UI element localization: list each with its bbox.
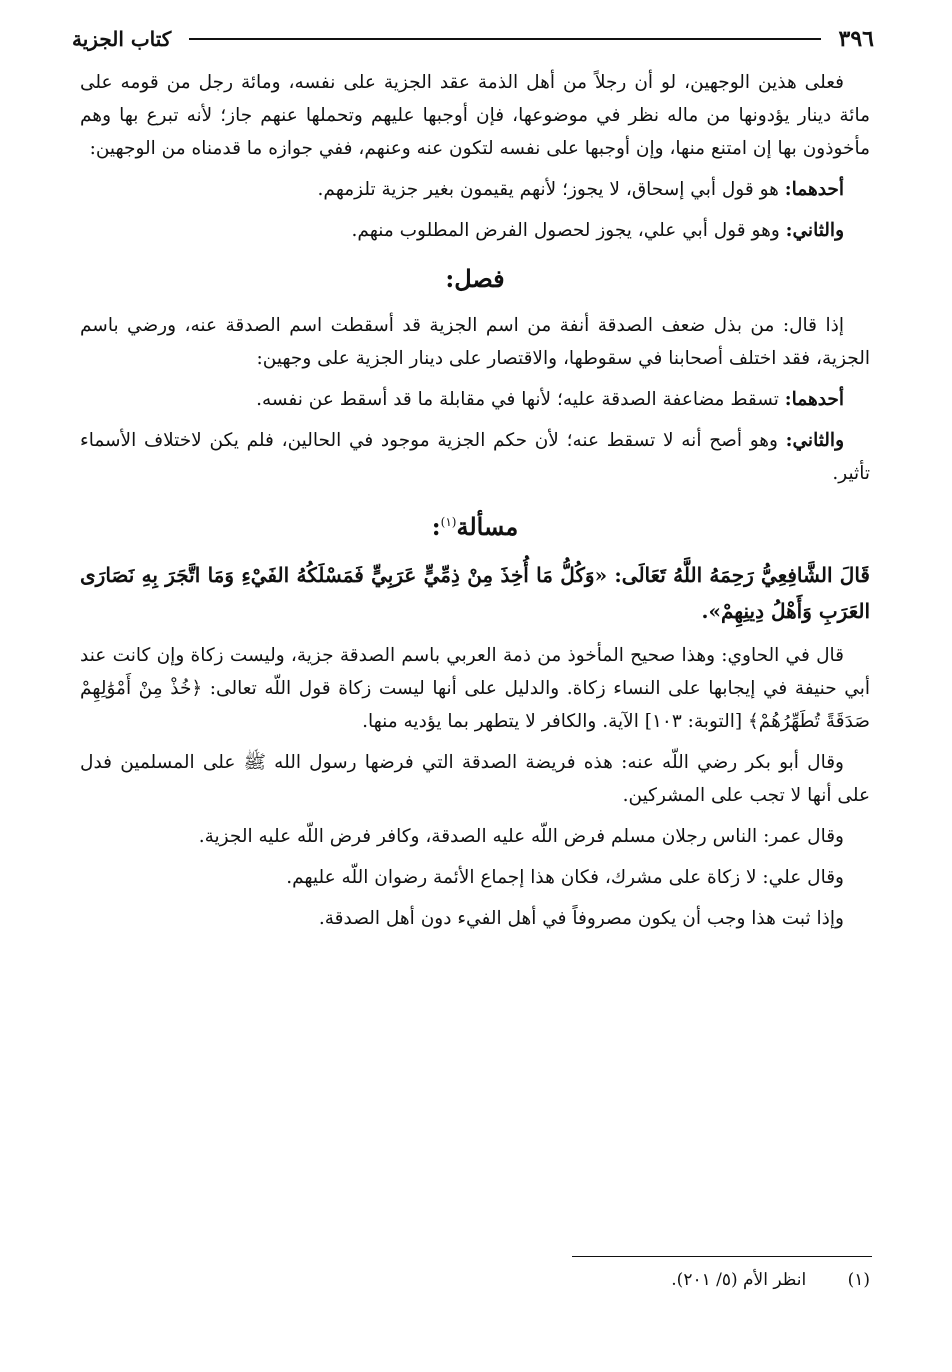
opinion-label: والثاني:: [785, 430, 844, 451]
ali-paragraph: وقال علي: لا زكاة على مشرك، فكان هذا إجماع الأئمة رضوان اللّه عليهم.: [286, 867, 844, 888]
page-number: ٣٩٦: [838, 26, 874, 52]
opinion-label: أحدهما:: [784, 389, 844, 410]
shafii-quote: قَالَ الشَّافِعِيُّ رَحِمَهُ اللَّهُ تَعَالَى: «وَكُلُّ مَا أُخِذَ مِنْ ذِمِّيٍّ عَرَبِيٍّ فَمَسْلَكُهُ الفَيْءِ وَمَا اتَّجَرَ بِهِ نَصَارَى العَرَبِ وَأَهْلُ دِينِهِمْ».: [80, 563, 870, 623]
opinion-text: وهو قول أبي علي، يجوز لحصول الفرض المطلوب منهم.: [351, 220, 786, 241]
section1-first-opinion: [80, 173, 870, 206]
footnote-reference[interactable]: (١): [440, 515, 457, 529]
page-header: [72, 22, 874, 56]
masala-heading: [80, 504, 870, 545]
section1-second-opinion: [80, 214, 870, 247]
opinion-label: والثاني:: [785, 220, 844, 241]
fasl-heading: فصل:: [445, 264, 505, 293]
footnote-separator: [572, 1256, 872, 1257]
umar-paragraph: وقال عمر: الناس رجلان مسلم فرض اللّه عليه الصدقة، وكافر فرض اللّه عليه الجزية.: [198, 826, 844, 847]
opinion-text: وهو أصح أنه لا تسقط عنه؛ لأن حكم الجزية موجود في الحالين، فلم يكن لاختلاف الأسماء تأثير.: [80, 430, 870, 484]
opinion-text: تسقط مضاعفة الصدقة عليه؛ لأنها في مقابلة ما قد أسقط عن نفسه.: [256, 389, 785, 410]
fasl-first-opinion: [80, 383, 870, 416]
opinion-text: هو قول أبي إسحاق، لا يجوز؛ لأنهم يقيمون بغير جزية تلزمهم.: [317, 179, 785, 200]
page-body: [80, 66, 870, 943]
fasl-intro: إذا قال: من بذل ضعف الصدقة أنفة من اسم الجزية قد أسقطت اسم الصدقة عنه، ورضي باسم الجزية، فقد اختلف أصحابنا في سقوطها، والاقتصار على دينار الجزية على وجهين:: [80, 315, 870, 369]
footnote-number: (١): [847, 1270, 870, 1290]
masala-heading-text: مسألة: [456, 512, 519, 541]
section1-intro: فعلى هذين الوجهين، لو أن رجلاً من أهل الذمة عقد الجزية على نفسه، ومائة رجل من قومه على مائة دينار يؤدونها من ماله نظر في موضوعها، فإن أوجبها عليهم وتحملها عنهم جاز؛ لأنه تبرع بها وهم مأخوذون بها إن امتنع منها، وإن أوجبها على نفسه لتكون عنه وعنهم، ففي جوازه ما قدمناه من الوجهين:: [80, 72, 870, 159]
masala-heading-colon: :: [431, 512, 441, 541]
fasl-second-opinion: [80, 424, 870, 490]
conclusion-paragraph: وإذا ثبت هذا وجب أن يكون مصروفاً في أهل الفيء دون أهل الصدقة.: [318, 908, 844, 929]
hawi-paragraph: قال في الحاوي: وهذا صحيح المأخوذ من ذمة العربي باسم الصدقة جزية، وليست زكاة وإن كانت عند أبي حنيفة في إيجابها على النساء زكاة. والدليل على أنها ليست زكاة قول اللّه تعالى: ﴿خُذْ مِنْ أَمْوَٰلِهِمْ صَدَقَةً تُطَهِّرُهُمْ﴾ [التوبة: ١٠٣] الآية. والكافر لا يتطهر بما يؤديه منها.: [80, 645, 870, 732]
opinion-label: أحدهما:: [784, 179, 844, 200]
abu-bakr-paragraph: وقال أبو بكر رضي اللّه عنه: هذه فريضة الصدقة التي فرضها رسول الله ﷺ على المسلمين فدل على أنها لا تجب على المشركين.: [80, 752, 870, 806]
running-title: كتاب الجزية: [72, 27, 172, 51]
footnote: [80, 1266, 870, 1294]
footnote-text: انظر الأم (٥/ ٢٠١).: [671, 1270, 807, 1290]
header-rule: [189, 38, 820, 40]
